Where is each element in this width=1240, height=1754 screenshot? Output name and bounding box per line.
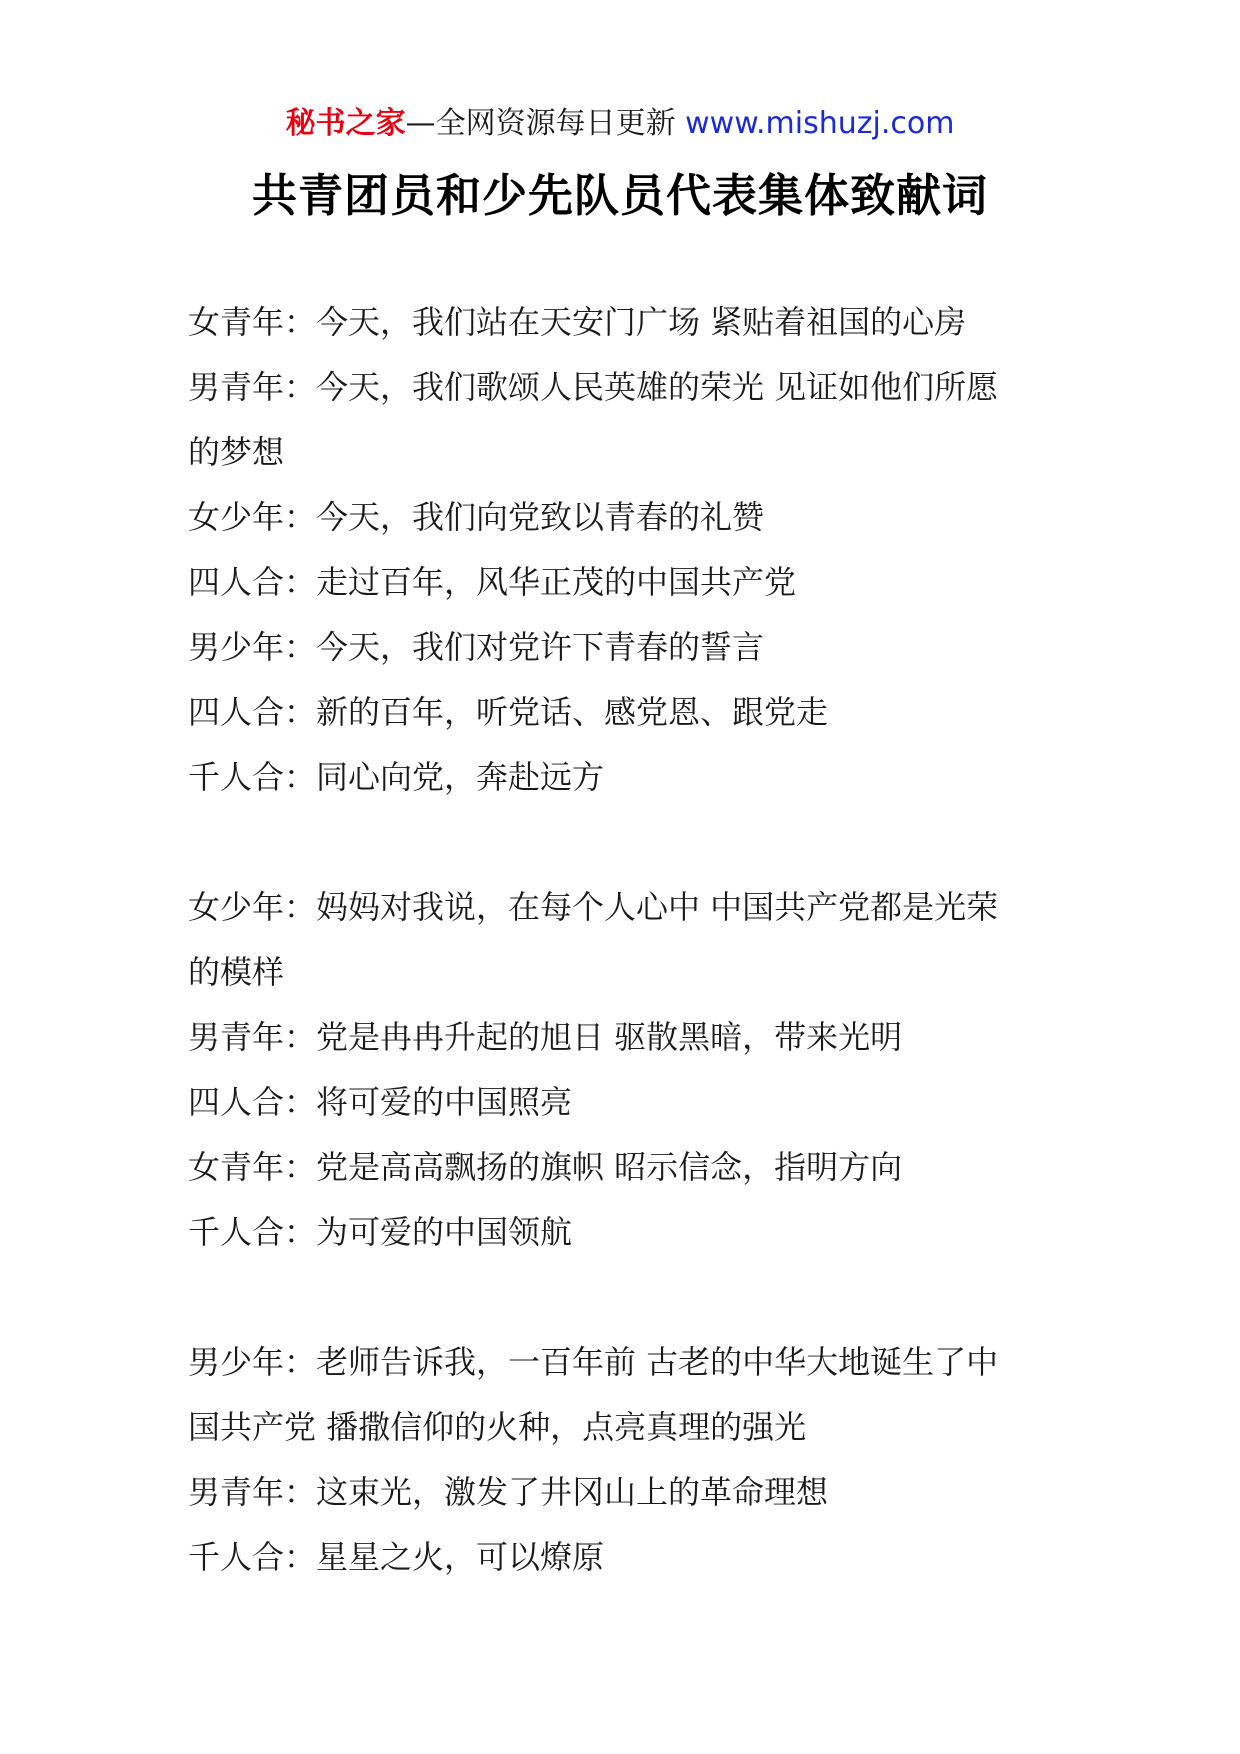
document-title: 共青团员和少先队员代表集体致献词 xyxy=(251,169,988,222)
paragraph-gap xyxy=(188,1265,1068,1330)
body-line: 男少年：老师告诉我，一百年前 古老的中华大地诞生了中 xyxy=(188,1343,999,1381)
body-line: 男青年：今天，我们歌颂人民英雄的荣光 见证如他们所愿 xyxy=(188,368,999,406)
body-line: 的模样 xyxy=(188,953,285,991)
body-line: 四人合：将可爱的中国照亮 xyxy=(188,1083,573,1121)
site-tagline: —全网资源每日更新 xyxy=(405,106,676,141)
body-line: 女青年：今天，我们站在天安门广场 紧贴着祖国的心房 xyxy=(188,303,967,341)
body-line: 男青年：这束光，激发了井冈山上的革命理想 xyxy=(188,1473,829,1511)
body-line: 女青年：党是高高飘扬的旗帜 昭示信念，指明方向 xyxy=(188,1148,903,1186)
body-line: 男青年：党是冉冉升起的旭日 驱散黑暗，带来光明 xyxy=(188,1018,903,1056)
body-line: 四人合：新的百年，听党话、感党恩、跟党走 xyxy=(188,693,829,731)
body-line: 千人合：星星之火，可以燎原 xyxy=(188,1538,605,1576)
body-line: 男少年：今天，我们对党许下青春的誓言 xyxy=(188,628,765,666)
body-line: 国共产党 播撒信仰的火种，点亮真理的强光 xyxy=(188,1408,807,1446)
brand-name[interactable]: 秘书之家 xyxy=(285,106,406,141)
site-url-link[interactable]: www.mishuzj.com xyxy=(685,106,955,141)
body-line: 的梦想 xyxy=(188,433,285,471)
body-line: 四人合：走过百年，风华正茂的中国共产党 xyxy=(188,563,797,601)
body-line: 女少年：今天，我们向党致以青春的礼赞 xyxy=(188,498,765,536)
document-body xyxy=(188,290,1068,1590)
body-line: 千人合：为可爱的中国领航 xyxy=(188,1213,573,1251)
body-line: 女少年：妈妈对我说，在每个人心中 中国共产党都是光荣 xyxy=(188,888,999,926)
body-line: 千人合：同心向党，奔赴远方 xyxy=(188,758,605,796)
site-header xyxy=(0,100,1240,148)
paragraph-gap xyxy=(188,810,1068,875)
